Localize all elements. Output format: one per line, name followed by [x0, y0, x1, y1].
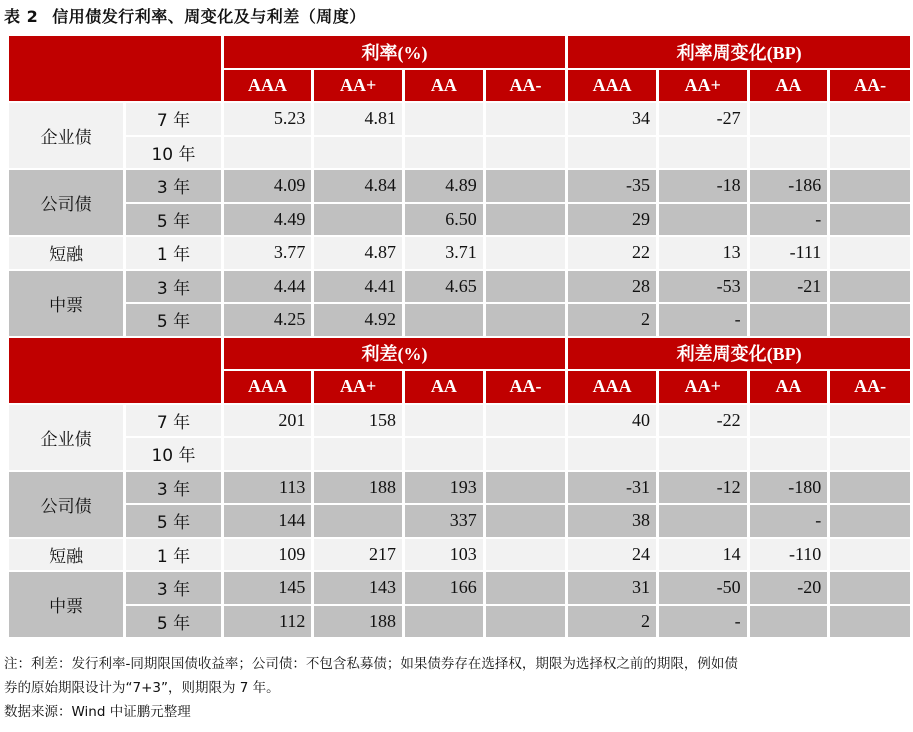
- value-cell: [486, 204, 566, 236]
- value-cell: [486, 539, 566, 571]
- value-cell: 4.41: [314, 271, 402, 303]
- table-row: [9, 472, 910, 504]
- value-cell: 4.09: [224, 170, 312, 202]
- rating-header: AA: [405, 70, 483, 102]
- rating-header: AA: [750, 70, 828, 102]
- rating-header: AA-: [486, 70, 566, 102]
- term-cell: 1 年: [126, 237, 220, 269]
- table-number: 表 2: [4, 7, 39, 26]
- change-cell: [830, 572, 910, 604]
- value-cell: 166: [405, 572, 483, 604]
- table-row: [9, 170, 910, 202]
- change-cell: 22: [568, 237, 656, 269]
- value-cell: 4.89: [405, 170, 483, 202]
- value-cell: [486, 237, 566, 269]
- value-cell: [486, 505, 566, 537]
- source-line: 数据来源：Wind 中证鹏元整理: [4, 704, 191, 720]
- change-cell: [830, 103, 910, 135]
- rating-header: AA: [405, 371, 483, 403]
- table-row: [9, 438, 910, 470]
- value-cell: 5.23: [224, 103, 312, 135]
- change-cell: [750, 438, 828, 470]
- value-cell: [486, 271, 566, 303]
- change-cell: 13: [659, 237, 747, 269]
- bond-type-cell: 企业债: [9, 405, 123, 470]
- value-cell: 158: [314, 405, 402, 437]
- change-cell: [830, 472, 910, 504]
- right-group-header: 利率周变化(BP): [568, 36, 910, 68]
- change-cell: -35: [568, 170, 656, 202]
- change-cell: 24: [568, 539, 656, 571]
- value-cell: 4.49: [224, 204, 312, 236]
- value-cell: [314, 505, 402, 537]
- value-cell: [405, 438, 483, 470]
- value-cell: 113: [224, 472, 312, 504]
- rating-header: AA-: [830, 70, 910, 102]
- table-row: [9, 204, 910, 236]
- change-cell: [830, 304, 910, 336]
- value-cell: [224, 137, 312, 169]
- change-cell: -21: [750, 271, 828, 303]
- section-header-row: [9, 36, 910, 68]
- value-cell: 103: [405, 539, 483, 571]
- term-cell: 5 年: [126, 204, 220, 236]
- rating-header: AAA: [224, 371, 312, 403]
- table-row: [9, 237, 910, 269]
- term-cell: 3 年: [126, 472, 220, 504]
- change-cell: [659, 438, 747, 470]
- change-cell: 2: [568, 304, 656, 336]
- value-cell: [486, 438, 566, 470]
- table-row: [9, 271, 910, 303]
- value-cell: 144: [224, 505, 312, 537]
- change-cell: -186: [750, 170, 828, 202]
- value-cell: [405, 137, 483, 169]
- rating-header: AA+: [659, 371, 747, 403]
- change-cell: -180: [750, 472, 828, 504]
- table-title: [4, 4, 366, 27]
- change-cell: -: [750, 505, 828, 537]
- change-cell: [659, 505, 747, 537]
- bond-type-cell: 中票: [9, 271, 123, 336]
- change-cell: 2: [568, 606, 656, 638]
- value-cell: 4.87: [314, 237, 402, 269]
- change-cell: [830, 505, 910, 537]
- change-cell: -20: [750, 572, 828, 604]
- rating-header: AAA: [568, 70, 656, 102]
- term-cell: 3 年: [126, 170, 220, 202]
- term-cell: 3 年: [126, 572, 220, 604]
- corner-cell: [9, 36, 221, 101]
- value-cell: 3.77: [224, 237, 312, 269]
- value-cell: 217: [314, 539, 402, 571]
- change-cell: [750, 304, 828, 336]
- value-cell: [486, 572, 566, 604]
- value-cell: [405, 405, 483, 437]
- rating-header: AA+: [314, 371, 402, 403]
- rating-header: AA+: [314, 70, 402, 102]
- change-cell: [830, 204, 910, 236]
- value-cell: [486, 606, 566, 638]
- change-cell: [830, 137, 910, 169]
- term-cell: 1 年: [126, 539, 220, 571]
- value-cell: 4.92: [314, 304, 402, 336]
- change-cell: 34: [568, 103, 656, 135]
- term-cell: 7 年: [126, 103, 220, 135]
- value-cell: [405, 304, 483, 336]
- change-cell: 38: [568, 505, 656, 537]
- value-cell: 4.81: [314, 103, 402, 135]
- change-cell: 40: [568, 405, 656, 437]
- bond-type-cell: 短融: [9, 539, 123, 571]
- left-group-header: 利差(%): [224, 338, 566, 370]
- value-cell: [405, 606, 483, 638]
- change-cell: -31: [568, 472, 656, 504]
- value-cell: [486, 103, 566, 135]
- value-cell: 145: [224, 572, 312, 604]
- rating-header: AAA: [568, 371, 656, 403]
- table-row: [9, 505, 910, 537]
- rating-header: AA: [750, 371, 828, 403]
- change-cell: [750, 137, 828, 169]
- change-cell: [659, 204, 747, 236]
- change-cell: 29: [568, 204, 656, 236]
- value-cell: 188: [314, 472, 402, 504]
- change-cell: -: [659, 304, 747, 336]
- value-cell: [486, 405, 566, 437]
- bond-type-cell: 短融: [9, 237, 123, 269]
- change-cell: [750, 405, 828, 437]
- credit-bond-table: [6, 34, 913, 639]
- change-cell: [568, 438, 656, 470]
- change-cell: -22: [659, 405, 747, 437]
- footnote-line: 注：利差：发行利率-同期限国债收益率；公司债：不包含私募债；如果债券存在选择权，期限为选择权之前的期限，例如债: [4, 656, 738, 672]
- bond-type-cell: 中票: [9, 572, 123, 637]
- term-cell: 7 年: [126, 405, 220, 437]
- section-header-row: [9, 338, 910, 370]
- value-cell: [314, 137, 402, 169]
- change-cell: [830, 438, 910, 470]
- change-cell: 14: [659, 539, 747, 571]
- value-cell: [314, 204, 402, 236]
- value-cell: 4.65: [405, 271, 483, 303]
- table-row: [9, 606, 910, 638]
- value-cell: 337: [405, 505, 483, 537]
- change-cell: [750, 606, 828, 638]
- change-cell: -12: [659, 472, 747, 504]
- value-cell: 3.71: [405, 237, 483, 269]
- value-cell: 109: [224, 539, 312, 571]
- value-cell: 4.84: [314, 170, 402, 202]
- value-cell: [486, 137, 566, 169]
- value-cell: 193: [405, 472, 483, 504]
- rating-header: AA+: [659, 70, 747, 102]
- bond-type-cell: 公司债: [9, 472, 123, 537]
- term-cell: 10 年: [126, 137, 220, 169]
- value-cell: 6.50: [405, 204, 483, 236]
- table-row: [9, 103, 910, 135]
- change-cell: [830, 271, 910, 303]
- rating-header: AAA: [224, 70, 312, 102]
- term-cell: 10 年: [126, 438, 220, 470]
- rating-header: AA-: [830, 371, 910, 403]
- corner-cell: [9, 338, 221, 403]
- value-cell: [224, 438, 312, 470]
- change-cell: -: [750, 204, 828, 236]
- change-cell: [830, 170, 910, 202]
- value-cell: [314, 438, 402, 470]
- change-cell: -27: [659, 103, 747, 135]
- change-cell: [750, 103, 828, 135]
- change-cell: -111: [750, 237, 828, 269]
- change-cell: -18: [659, 170, 747, 202]
- rating-header: AA-: [486, 371, 566, 403]
- value-cell: 4.44: [224, 271, 312, 303]
- table-row: [9, 572, 910, 604]
- change-cell: [830, 237, 910, 269]
- change-cell: 31: [568, 572, 656, 604]
- table-body: [9, 36, 910, 637]
- value-cell: 143: [314, 572, 402, 604]
- bond-type-cell: 企业债: [9, 103, 123, 168]
- value-cell: [486, 170, 566, 202]
- term-cell: 5 年: [126, 606, 220, 638]
- term-cell: 5 年: [126, 304, 220, 336]
- footnotes: [4, 652, 910, 724]
- value-cell: [486, 304, 566, 336]
- change-cell: -110: [750, 539, 828, 571]
- value-cell: [405, 103, 483, 135]
- table-row: [9, 539, 910, 571]
- right-group-header: 利差周变化(BP): [568, 338, 910, 370]
- term-cell: 3 年: [126, 271, 220, 303]
- footnote-line: 券的原始期限设计为“7+3”，则期限为 7 年。: [4, 680, 280, 696]
- table-row: [9, 304, 910, 336]
- change-cell: [830, 539, 910, 571]
- change-cell: 28: [568, 271, 656, 303]
- table-row: [9, 405, 910, 437]
- change-cell: [830, 405, 910, 437]
- change-cell: -50: [659, 572, 747, 604]
- bond-type-cell: 公司债: [9, 170, 123, 235]
- value-cell: 188: [314, 606, 402, 638]
- table-caption: 信用债发行利率、周变化及与利差（周度）: [52, 7, 366, 26]
- table-row: [9, 137, 910, 169]
- value-cell: [486, 472, 566, 504]
- value-cell: 201: [224, 405, 312, 437]
- left-group-header: 利率(%): [224, 36, 566, 68]
- value-cell: 4.25: [224, 304, 312, 336]
- change-cell: [830, 606, 910, 638]
- change-cell: [659, 137, 747, 169]
- change-cell: [568, 137, 656, 169]
- change-cell: -: [659, 606, 747, 638]
- term-cell: 5 年: [126, 505, 220, 537]
- change-cell: -53: [659, 271, 747, 303]
- value-cell: 112: [224, 606, 312, 638]
